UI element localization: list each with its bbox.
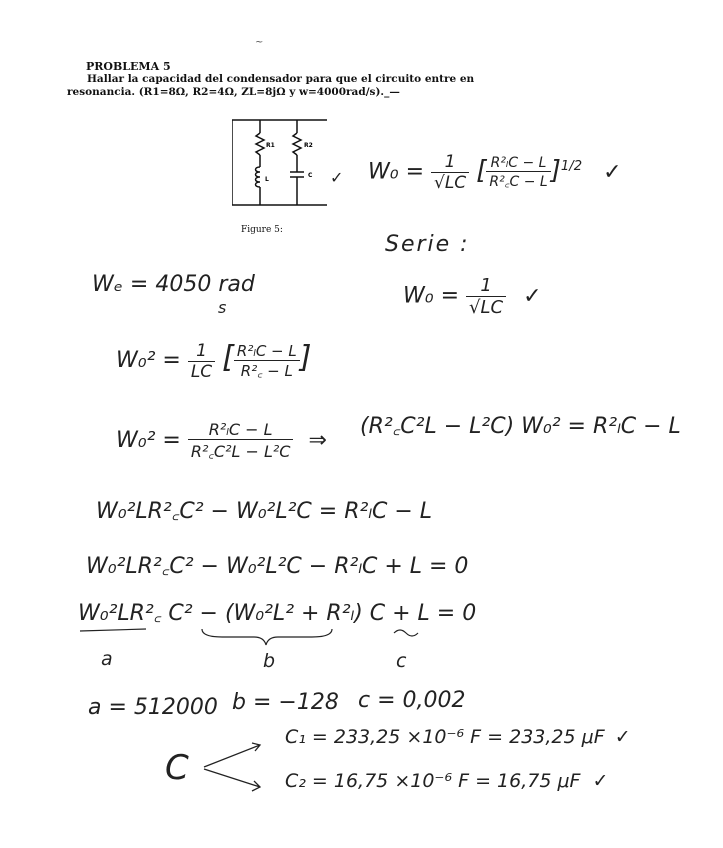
solution-c1: C₁ = 233,25 ×10⁻⁶ F = 233,25 μF ✓ — [285, 726, 631, 748]
step-2-rhs: (R²꜀C²L − L²C) W₀² = R²ₗC − L — [360, 414, 681, 439]
circuit-diagram — [232, 117, 332, 209]
w0-formula: W₀ = $\frac{1}{√LC}$ [ $\frac{\text{R²ₗC − L}}{\text{R²꜀C − L}}$ ]$^{1/2}$ ✓ — [368, 152, 622, 193]
inductor-l — [256, 167, 261, 187]
label-l: L — [265, 176, 269, 183]
serie-label: Serie : — [385, 232, 470, 257]
label-r2: R2 — [304, 142, 313, 149]
we-unit: s — [218, 298, 227, 317]
c-symbol: C — [165, 748, 189, 788]
step-3: W₀²LR²꜀C² − W₀²L²C = R²ₗC − L — [96, 499, 433, 524]
serie-formula: W₀ = $\frac{1}{√LC}$ ✓ — [403, 275, 542, 318]
header-mark: ~ — [255, 37, 264, 48]
statement-line-2: resonancia. (R1=8Ω, R2=4Ω, ZL=8jΩ y w=4000rad/s)._— — [67, 86, 400, 98]
we-line: Wₑ = 4050 rad — [92, 272, 255, 297]
problem-statement — [67, 73, 537, 99]
arrow-c2 — [204, 769, 260, 791]
circuit-check-icon: ✓ — [330, 170, 344, 187]
coef-a: a = 512000 — [88, 695, 218, 720]
label-r1: R1 — [266, 142, 275, 149]
resistor-r2 — [293, 133, 301, 155]
step-1: W₀² = $\frac{1}{LC}$ [ $\frac{\text{R²ₗC − L}}{\text{R²꜀ − L}}$ ] — [116, 340, 312, 382]
brace-c — [394, 630, 418, 636]
problem-title: PROBLEMA 5 — [86, 60, 171, 73]
resistor-r1 — [256, 133, 264, 155]
coef-c: c = 0,002 — [358, 688, 466, 713]
solution-c2: C₂ = 16,75 ×10⁻⁶ F = 16,75 μF ✓ — [285, 770, 609, 792]
label-a: a — [101, 648, 113, 670]
statement-line-1: Hallar la capacidad del condensador para que el circuito entre en — [87, 73, 475, 85]
step-5: W₀²LR²꜀ C² − (W₀²L² + R²ₗ) C + L = 0 — [78, 601, 477, 626]
solution-arrows — [200, 735, 270, 795]
label-c-coef: c — [396, 650, 407, 672]
figure-caption: Figure 5: — [241, 225, 283, 235]
step-2: W₀² = $\frac{\text{R²ₗC − L}}{\text{R²꜀C²L − L²C}}$ ⇒ — [116, 420, 327, 461]
step-4: W₀²LR²꜀C² − W₀²L²C − R²ₗC + L = 0 — [86, 554, 469, 579]
coef-b: b = −128 — [232, 690, 339, 715]
brace-a — [80, 629, 146, 631]
arrow-c1 — [204, 743, 260, 767]
coefficient-braces — [76, 625, 446, 655]
label-b: b — [263, 650, 276, 672]
brace-b — [202, 629, 332, 645]
label-c: C — [308, 172, 313, 179]
